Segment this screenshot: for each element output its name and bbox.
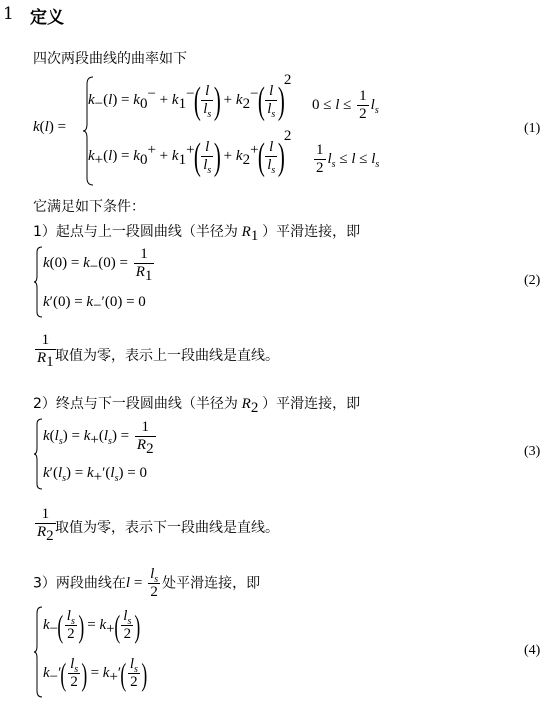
- section-number: 1: [3, 4, 14, 24]
- eq4-brace: [33, 606, 43, 698]
- eq2-row1: $k(0) = k_-(0)$ = $\frac{1}{R_1}$: [43, 246, 153, 284]
- eq3-brace: [33, 418, 43, 490]
- eq3-row2: $k'(l_s) = k_+'(l_s) = 0$: [43, 465, 147, 485]
- eq4-row2: $k_-'$( $\frac{l_s}{2}$ ) = $k_+'$( $\frac{l_s}{2}$ ): [43, 655, 148, 692]
- cond1-note-frac: $\frac{1}{R_1}$: [37, 332, 54, 370]
- eq1-row2: $k_+(l) = k_0^+ + k_1^+$( $\frac{l}{l_s}$ ) + $k_2^+$( $\frac{l}{l_s}$ )$^2$: [88, 128, 292, 178]
- eq1-row1: $k_-(l) = k_0^- + k_1^-$( $\frac{l}{l_s}$ ) + $k_2^-$( $\frac{l}{l_s}$ )$^2$: [88, 72, 292, 122]
- section-title: 定义: [30, 8, 64, 28]
- eq4-row1: $k_-$( $\frac{l_s}{2}$ ) = $k_+$( $\frac{l_s}{2}$ ): [43, 607, 141, 644]
- eq4-number: (4): [524, 643, 541, 658]
- eq3-row1: $k(l_s) = k_+(l_s)$ = $\frac{1}{R_2}$: [43, 419, 154, 457]
- eq1-row2-condition: $\frac{1}{2}$ $l_s \le l \le l_s$: [316, 142, 380, 176]
- eq2-row2: $k'(0) = k_-'(0) = 0$: [43, 294, 146, 314]
- eq1-row1-condition: 0 ≤ l ≤ $\frac{1}{2}$ $l_s$: [312, 88, 379, 122]
- intro-text: 四次两段曲线的曲率如下: [33, 51, 187, 67]
- cond2-text: 2）终点与下一段圆曲线（半径为 $R_2$ ）平滑连接，即: [33, 396, 361, 416]
- cond2-note: 取值为零，表示下一段曲线是直线。: [55, 520, 279, 536]
- cond3-text: 3）两段曲线在l = $\frac{l_s}{2}$ 处平滑连接，即: [33, 566, 261, 600]
- cond2-note-frac: $\frac{1}{R_2}$: [37, 506, 54, 544]
- eq1-number: (1): [524, 121, 541, 136]
- eq1-lhs: k(l) =: [33, 119, 67, 135]
- eq3-number: (3): [524, 444, 541, 459]
- cond1-note: 取值为零，表示上一段曲线是直线。: [55, 348, 279, 364]
- eq2-number: (2): [524, 273, 541, 288]
- eq2-brace: [33, 246, 43, 318]
- conditions-title: 它满足如下条件：: [33, 199, 145, 215]
- cond1-text: 1）起点与上一段圆曲线（半径为 $R_1$ ）平滑连接，即: [33, 224, 361, 244]
